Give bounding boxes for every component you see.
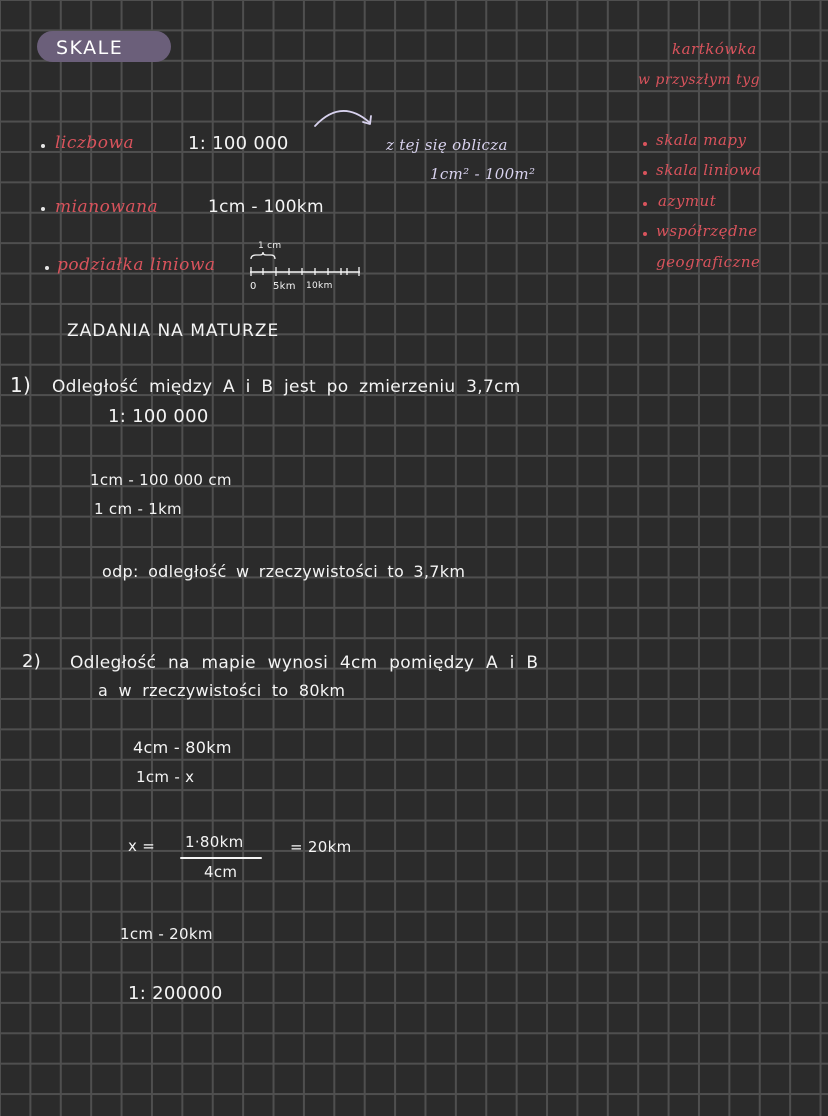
bullet-icon <box>41 144 45 148</box>
section-title: ZADANIA NA MATURZE <box>67 321 280 341</box>
task2-text-line1: Odległość na mapie wynosi 4cm pomiędzy A i B <box>70 653 539 673</box>
scale-type-example: 1cm - 100km <box>208 197 324 217</box>
scale-type-name: liczbowa <box>55 133 135 153</box>
scale-bar-label: 10km <box>306 281 333 291</box>
bullet-icon <box>41 207 45 211</box>
side-note-heading-line1: kartkówka <box>672 40 757 58</box>
task1-calc-line1: 1cm - 100 000 cm <box>90 471 232 489</box>
scale-bar-top-label: 1 cm <box>258 241 282 251</box>
side-note-item: skala liniowa <box>656 161 762 179</box>
task2-prop-line2: 1cm - x <box>136 768 195 786</box>
side-note-item: geograficzne <box>656 253 761 271</box>
scale-bar-icon <box>248 250 364 280</box>
page-title: SKALE <box>56 37 124 59</box>
side-note-item: współrzędne <box>656 222 758 240</box>
task2-final-scale: 1: 200000 <box>128 983 223 1004</box>
curved-arrow-icon <box>313 104 377 134</box>
arrow-note-line1: z tej się oblicza <box>386 136 508 154</box>
task2-result-line: 1cm - 20km <box>120 925 213 943</box>
bullet-icon <box>643 232 647 236</box>
task1-text: Odległość między A i B jest po zmierzeniu 3,7cm <box>52 377 521 397</box>
scale-type-example: 1: 100 000 <box>188 133 289 154</box>
task2-equals-result: = 20km <box>290 838 352 856</box>
bullet-icon <box>643 142 647 146</box>
scale-bar-label: 0 <box>250 281 257 292</box>
task2-prop-line1: 4cm - 80km <box>133 738 232 757</box>
scale-bar-label: 5km <box>273 281 296 292</box>
bullet-icon <box>45 266 49 270</box>
task2-numerator: 1·80km <box>185 833 244 851</box>
side-note-item: azymut <box>658 192 717 210</box>
title-pill <box>37 31 171 62</box>
bullet-icon <box>643 171 647 175</box>
task1-answer: odp: odległość w rzeczywistości to 3,7km <box>102 562 466 581</box>
task1-number: 1) <box>10 373 32 397</box>
task1-calc-line2: 1 cm - 1km <box>94 500 182 518</box>
bullet-icon <box>643 202 647 206</box>
scale-type-name: mianowana <box>55 197 159 217</box>
task2-text-line2: a w rzeczywistości to 80km <box>98 681 346 700</box>
scale-type-name: podziałka liniowa <box>57 255 216 275</box>
fraction-bar <box>180 857 262 859</box>
task2-number: 2) <box>22 651 42 672</box>
side-note-heading-line2: w przyszłym tyg <box>638 72 761 88</box>
task1-scale: 1: 100 000 <box>108 406 209 427</box>
side-note-item: skala mapy <box>656 131 747 149</box>
task2-denominator: 4cm <box>204 863 238 881</box>
arrow-note-line2: 1cm² - 100m² <box>430 165 536 183</box>
task2-x-label: x = <box>128 837 156 855</box>
